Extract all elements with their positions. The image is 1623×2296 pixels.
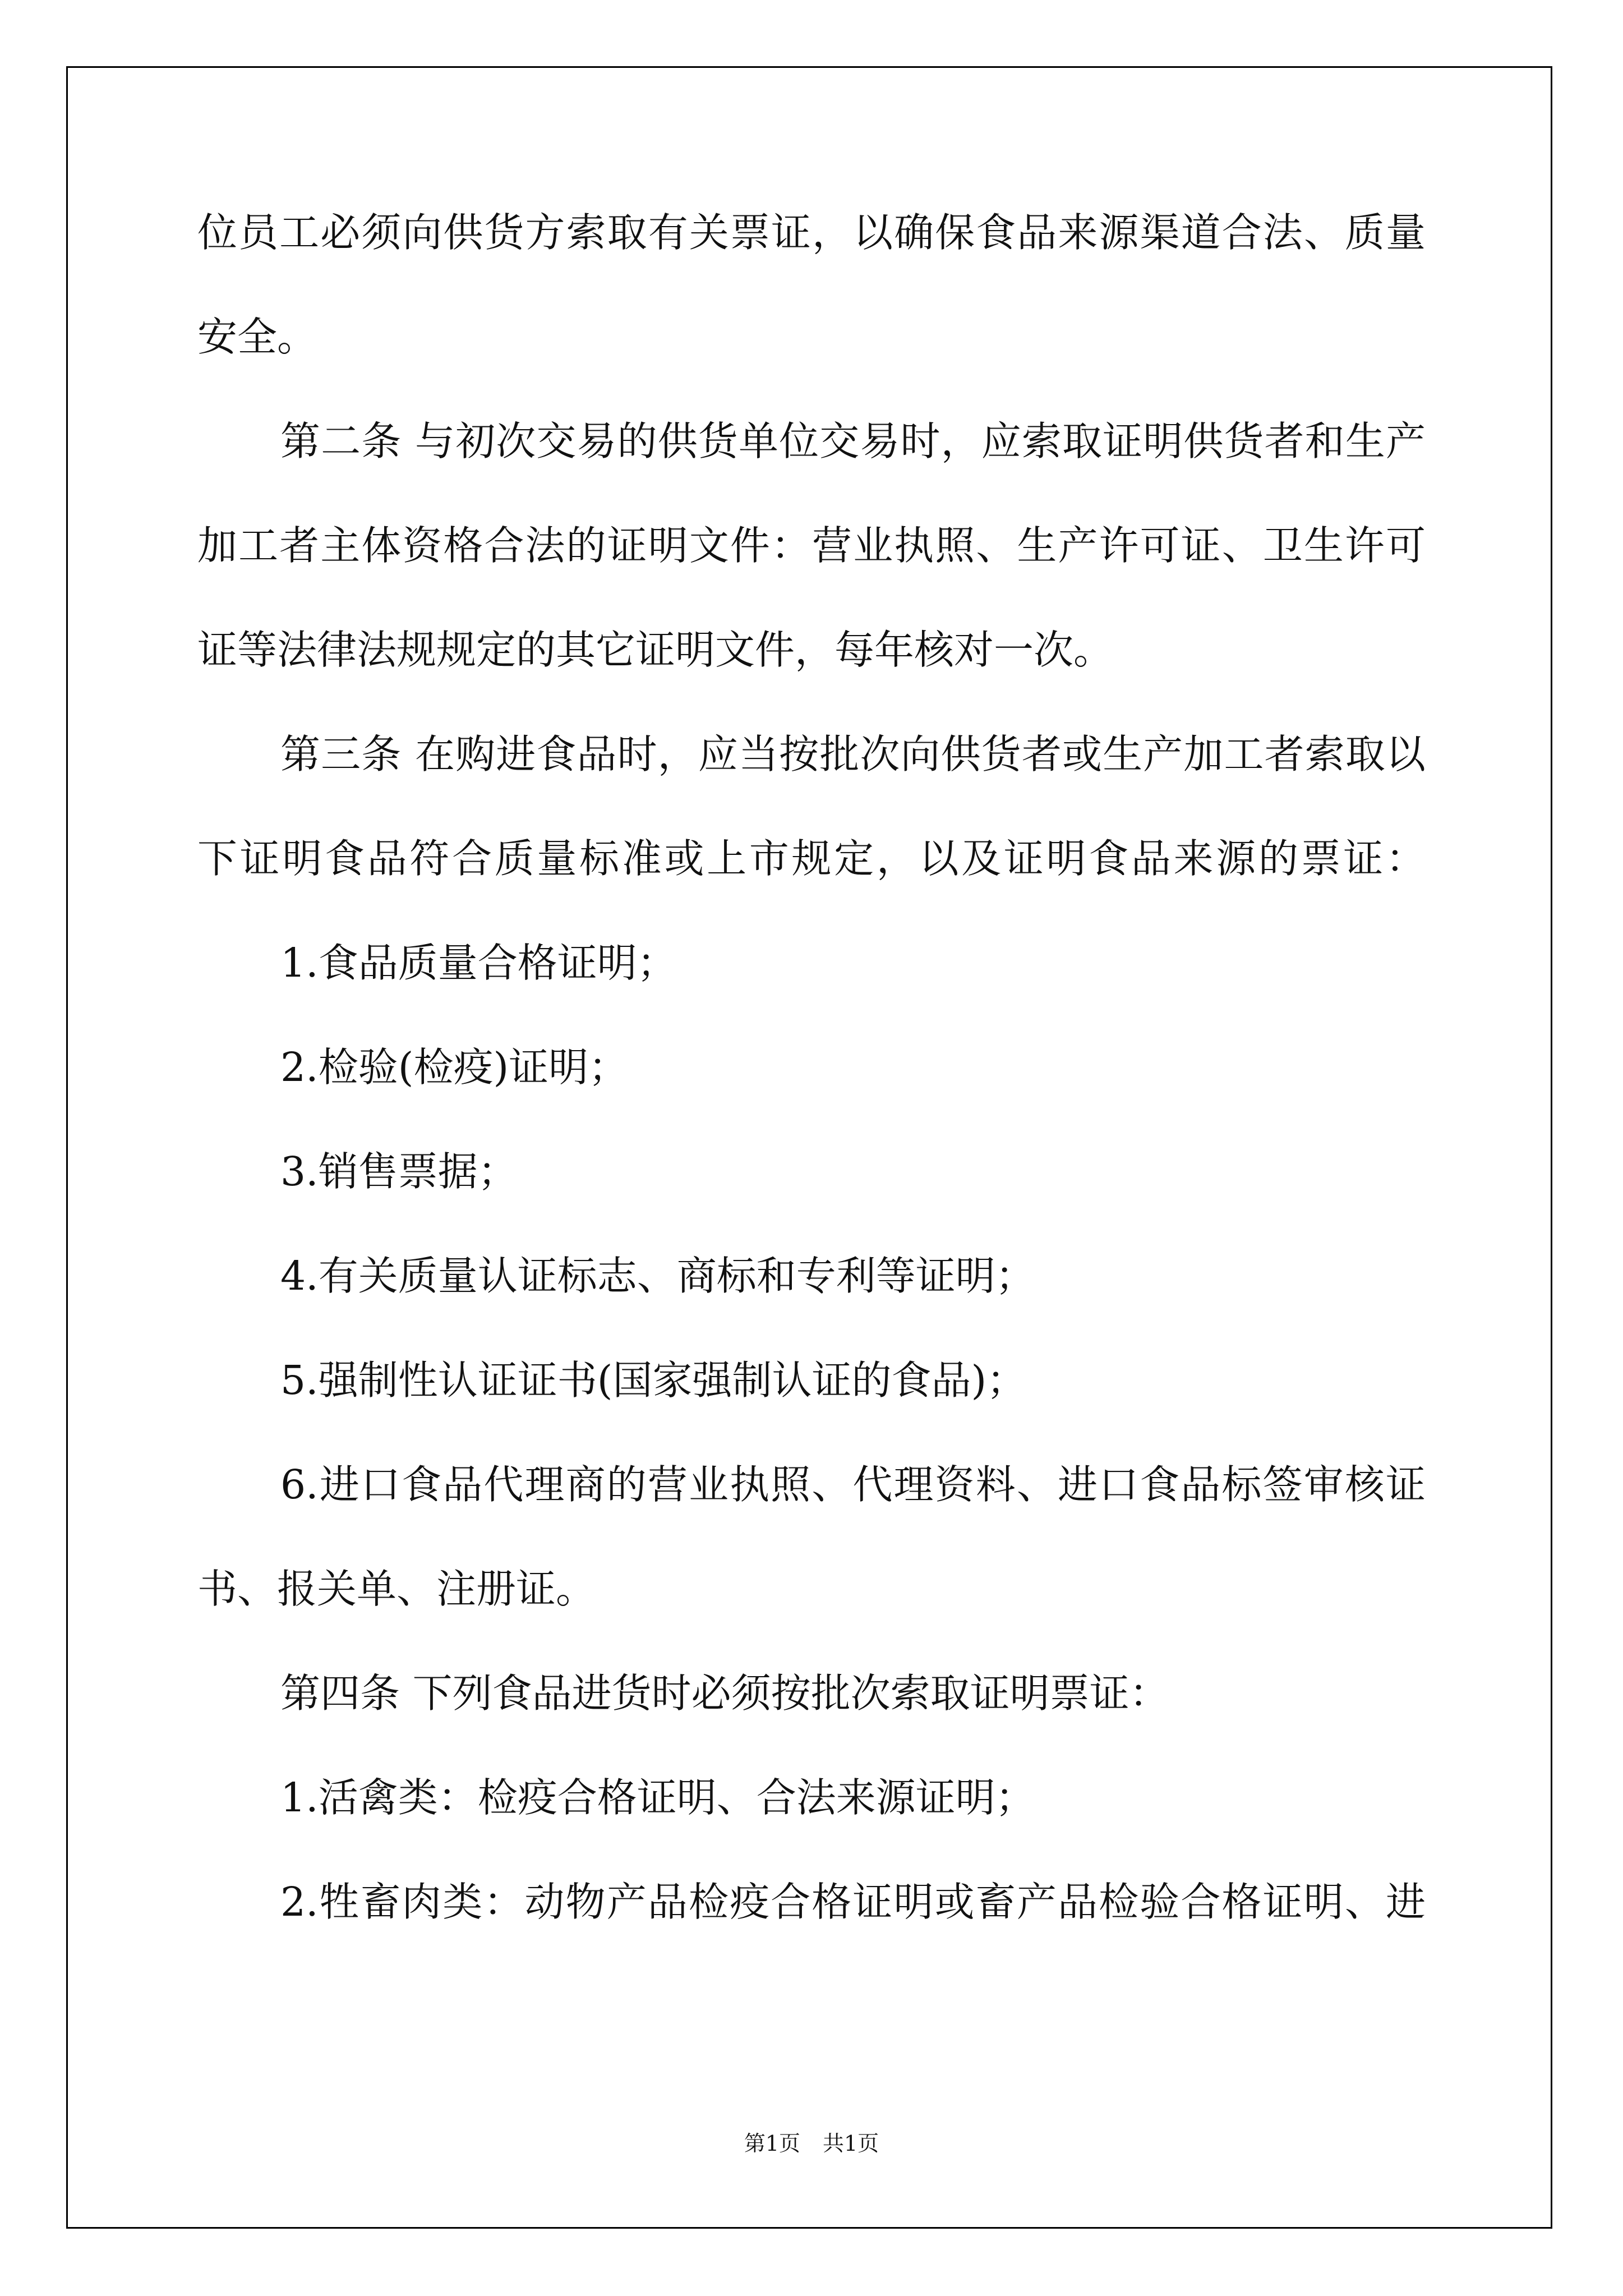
- list-item: 2.检验(检疫)证明；: [280, 1044, 629, 1091]
- list-item: 1.食品质量合格证明；: [280, 940, 677, 986]
- text-line: 第二条 与初次交易的供货单位交易时，应索取证明供货者和生产: [280, 418, 1426, 464]
- page-footer: [0, 2126, 1623, 2157]
- page-total: 共1页: [823, 2131, 879, 2156]
- list-item: 2.牲畜肉类：动物产品检疫合格证明或畜产品检验合格证明、进: [280, 1879, 1426, 1925]
- text-line: 第三条 在购进食品时，应当按批次向供货者或生产加工者索取以: [280, 731, 1426, 777]
- list-item: 4.有关质量认证标志、商标和专利等证明；: [280, 1253, 1035, 1299]
- text-line: 书、报关单、注册证。: [197, 1566, 596, 1612]
- text-line: 第四条 下列食品进货时必须按批次索取证明票证：: [280, 1670, 1169, 1717]
- list-item: 5.强制性认证证书(国家强制认证的食品)；: [280, 1357, 1027, 1404]
- text-line: 下证明食品符合质量标准或上市规定，以及证明食品来源的票证：: [197, 835, 1426, 882]
- text-line: 位员工必须向供货方索取有关票证，以确保食品来源渠道合法、质量: [197, 209, 1426, 256]
- text-line: 证等法律法规规定的其它证明文件，每年核对一次。: [197, 627, 1114, 673]
- page-number: 第1页: [744, 2131, 800, 2156]
- list-item: 3.销售票据；: [280, 1148, 518, 1195]
- text-line: 加工者主体资格合法的证明文件：营业执照、生产许可证、卫生许可: [197, 522, 1426, 569]
- list-item: 1.活禽类：检疫合格证明、合法来源证明；: [280, 1774, 1035, 1821]
- list-item: 6.进口食品代理商的营业执照、代理资料、进口食品标签审核证: [280, 1461, 1426, 1508]
- text-line: 安全。: [197, 314, 317, 360]
